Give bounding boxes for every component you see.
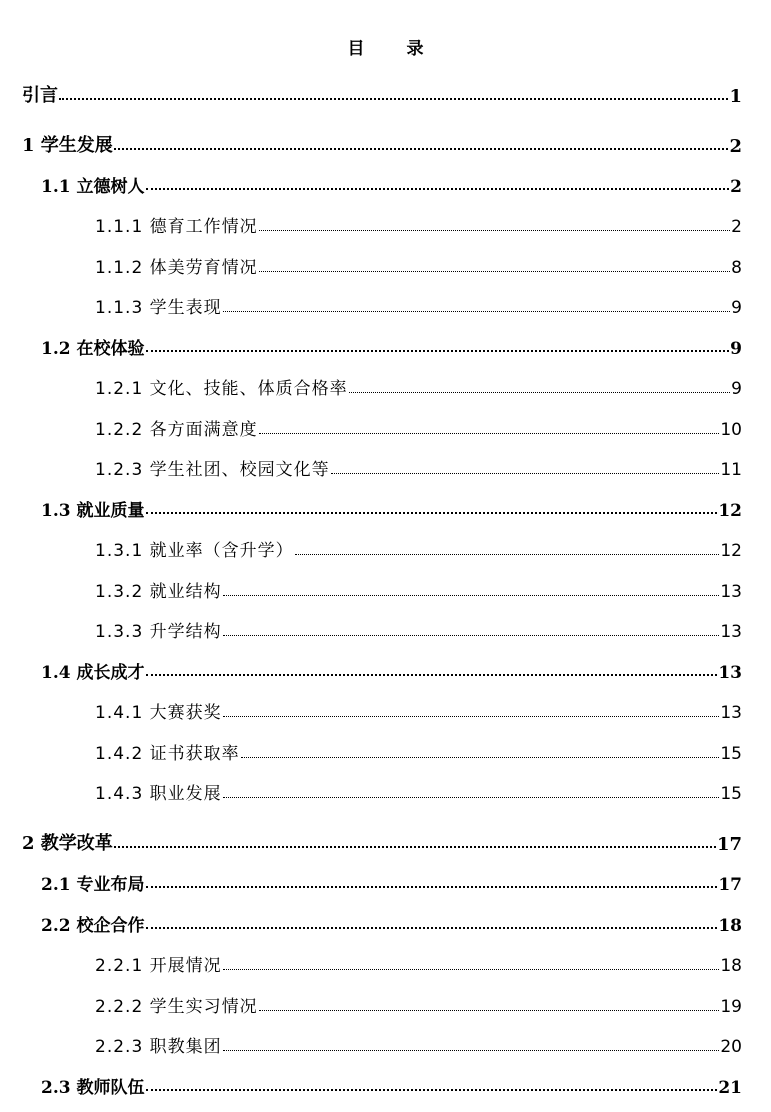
toc-entry[interactable]: [22, 129, 742, 157]
toc-entry[interactable]: [95, 948, 742, 976]
toc-entry-label: 引言: [22, 85, 58, 106]
dot-leader: [223, 311, 731, 312]
dot-leader: [114, 846, 716, 848]
toc-entry[interactable]: [95, 736, 742, 764]
toc-entry-page: 15: [720, 784, 742, 804]
toc-entry-page: 13: [720, 703, 742, 723]
toc-entry-label: 1.3.1 就业率（含升学）: [95, 541, 294, 561]
dot-leader: [114, 148, 729, 150]
dot-leader: [349, 392, 731, 393]
toc-entry-label: 2.2.2 学生实习情况: [95, 997, 258, 1017]
dot-leader: [331, 473, 720, 474]
toc-entry-label: 2.2.3 职教集团: [95, 1037, 222, 1057]
toc-entry[interactable]: [95, 695, 742, 723]
toc-entry-label: 1.2 在校体验: [41, 339, 145, 359]
dot-leader: [223, 595, 720, 596]
toc-entry-page: 17: [718, 875, 742, 895]
toc-entry-page: 18: [720, 956, 742, 976]
toc-entry[interactable]: [95, 452, 742, 480]
toc-entry-page: 9: [730, 339, 742, 359]
dot-leader: [241, 757, 720, 758]
toc-entry[interactable]: [41, 331, 742, 359]
dot-leader: [223, 716, 720, 717]
toc-entry-page: 9: [731, 379, 742, 399]
toc-entry[interactable]: [95, 412, 742, 440]
toc-entry-label: 1.1.1 德育工作情况: [95, 217, 258, 237]
toc-entry-page: 9: [731, 298, 742, 318]
toc-entry-page: 18: [718, 916, 742, 936]
toc-entry-label: 1.1.3 学生表现: [95, 298, 222, 318]
toc-entry-page: 11: [720, 460, 742, 480]
dot-leader: [146, 674, 718, 676]
toc-entry[interactable]: [95, 290, 742, 318]
toc-entry-page: 13: [720, 582, 742, 602]
toc-entry-label: 1.4.2 证书获取率: [95, 744, 240, 764]
toc-entry-page: 20: [720, 1037, 742, 1057]
dot-leader: [223, 635, 720, 636]
toc-entry[interactable]: [41, 493, 742, 521]
dot-leader: [259, 230, 731, 231]
dot-leader: [146, 1089, 718, 1091]
toc-entry-page: 10: [720, 420, 742, 440]
toc-entry-label: 1.1 立德树人: [41, 177, 145, 197]
dot-leader: [295, 554, 720, 555]
toc-entry[interactable]: [41, 655, 742, 683]
toc-entry[interactable]: [95, 533, 742, 561]
toc-entry[interactable]: [22, 827, 742, 855]
toc-entry-page: 13: [720, 622, 742, 642]
toc-entry-label: 1.1.2 体美劳育情况: [95, 258, 258, 278]
toc-entry[interactable]: [95, 614, 742, 642]
dot-leader: [223, 1050, 720, 1051]
toc-entry-page: 15: [720, 744, 742, 764]
toc-entry[interactable]: [41, 169, 742, 197]
dot-leader: [146, 886, 718, 888]
toc-entry[interactable]: [95, 574, 742, 602]
dot-leader: [146, 512, 718, 514]
toc-entry[interactable]: [95, 1029, 742, 1057]
toc-entry-page: 2: [730, 177, 742, 197]
toc-entry-label: 1 学生发展: [22, 135, 113, 156]
dot-leader: [146, 927, 718, 929]
dot-leader: [259, 1010, 720, 1011]
toc-entry-label: 1.2.2 各方面满意度: [95, 420, 258, 440]
toc-entry-label: 1.4.3 职业发展: [95, 784, 222, 804]
toc-entry-page: 2: [731, 217, 742, 237]
toc-entry[interactable]: [95, 250, 742, 278]
toc-entry[interactable]: [95, 776, 742, 804]
toc-title: 目 录: [347, 39, 442, 59]
toc-entry[interactable]: [41, 908, 742, 936]
toc-entry[interactable]: [95, 371, 742, 399]
toc-entry-page: 2: [729, 136, 742, 157]
toc-entry-label: 1.2.3 学生社团、校园文化等: [95, 460, 330, 480]
toc-entry-page: 1: [729, 86, 742, 107]
toc-entry-label: 2.2.1 开展情况: [95, 956, 222, 976]
dot-leader: [259, 433, 720, 434]
toc-entry-label: 2.3 教师队伍: [41, 1078, 145, 1098]
toc-entry-label: 1.4 成长成才: [41, 663, 145, 683]
toc-entry-label: 2.2 校企合作: [41, 916, 145, 936]
toc-entry[interactable]: [41, 1070, 742, 1098]
dot-leader: [146, 188, 730, 190]
toc-entry-label: 1.3.2 就业结构: [95, 582, 222, 602]
toc-entry[interactable]: [95, 209, 742, 237]
dot-leader: [223, 969, 720, 970]
toc-entry-page: 8: [731, 258, 742, 278]
dot-leader: [223, 797, 720, 798]
toc-entry-page: 17: [716, 834, 742, 855]
toc-entry-label: 2.1 专业布局: [41, 875, 145, 895]
toc-entry-label: 1.3.3 升学结构: [95, 622, 222, 642]
toc-entry-page: 12: [720, 541, 742, 561]
toc-entry-page: 12: [718, 501, 742, 521]
dot-leader: [259, 271, 731, 272]
dot-leader: [146, 350, 730, 352]
toc-entry-label: 1.2.1 文化、技能、体质合格率: [95, 379, 348, 399]
toc-entry-page: 19: [720, 997, 742, 1017]
toc-entry-label: 1.3 就业质量: [41, 501, 145, 521]
toc-entry-page: 21: [718, 1078, 742, 1098]
toc-entry-label: 2 教学改革: [22, 833, 113, 854]
toc-entry-label: 1.4.1 大赛获奖: [95, 703, 222, 723]
toc-entry[interactable]: [41, 867, 742, 895]
toc-entry[interactable]: [22, 79, 742, 107]
toc-entry[interactable]: [95, 989, 742, 1017]
toc-entry-page: 13: [718, 663, 742, 683]
dot-leader: [59, 98, 728, 100]
